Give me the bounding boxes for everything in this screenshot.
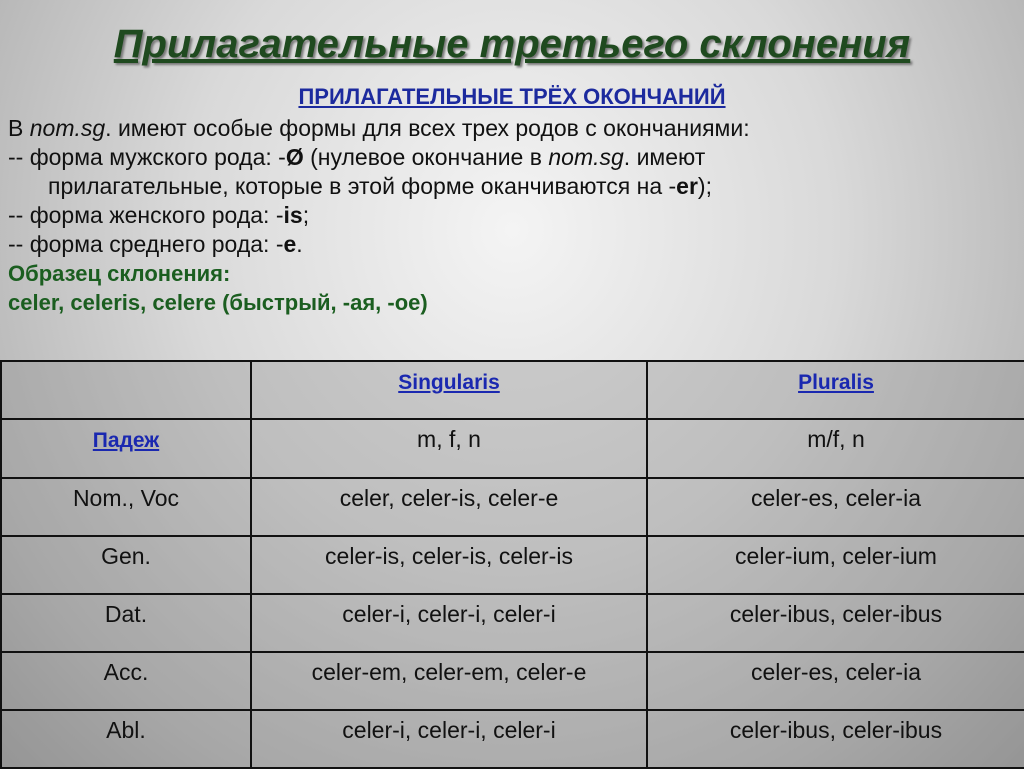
gender-plural-cell: m/f, n bbox=[647, 419, 1024, 478]
table-row bbox=[1, 536, 1024, 594]
case-header-cell bbox=[1, 419, 251, 478]
plural-cell: celer-es, celer-ia bbox=[647, 478, 1024, 536]
header-row bbox=[1, 361, 1024, 419]
sample-text: celer, celeris, celere (быстрый, -ая, -ое) bbox=[8, 290, 428, 315]
empty-header-cell bbox=[1, 361, 251, 419]
header-plural-cell bbox=[647, 361, 1024, 419]
sample-label: Образец склонения: bbox=[8, 261, 231, 286]
singularis-link[interactable]: Singularis bbox=[398, 371, 500, 394]
table-row bbox=[1, 652, 1024, 710]
table-row bbox=[1, 478, 1024, 536]
case-name-cell: Nom., Voc bbox=[1, 478, 251, 536]
plural-cell: celer-ibus, celer-ibus bbox=[647, 710, 1024, 768]
plural-cell: celer-ibus, celer-ibus bbox=[647, 594, 1024, 652]
singular-cell: celer-is, celer-is, celer-is bbox=[251, 536, 647, 594]
table-row bbox=[1, 710, 1024, 768]
case-name-cell: Acc. bbox=[1, 652, 251, 710]
singular-cell: celer-i, celer-i, celer-i bbox=[251, 594, 647, 652]
slide-title: Прилагательные третьего склонения bbox=[113, 22, 911, 66]
neuter-line: -- форма среднего рода: -e. bbox=[8, 231, 303, 257]
masculine-line-cont: прилагательные, которые в этой форме оканчиваются на -er); bbox=[48, 173, 712, 199]
feminine-line: -- форма женского рода: -is; bbox=[8, 202, 310, 228]
declension-table bbox=[0, 360, 1024, 769]
singular-cell: celer, celer-is, celer-e bbox=[251, 478, 647, 536]
case-name-cell: Abl. bbox=[1, 710, 251, 768]
singular-cell: celer-em, celer-em, celer-e bbox=[251, 652, 647, 710]
masculine-line: -- форма мужского рода: -Ø (нулевое окончание в nom.sg. имеют bbox=[8, 144, 706, 170]
singular-cell: celer-i, celer-i, celer-i bbox=[251, 710, 647, 768]
plural-cell: celer-es, celer-ia bbox=[647, 652, 1024, 710]
case-name-cell: Gen. bbox=[1, 536, 251, 594]
pluralis-link[interactable]: Pluralis bbox=[798, 371, 874, 394]
case-header-link[interactable]: Падеж bbox=[92, 429, 160, 452]
intro-text bbox=[8, 114, 1008, 317]
case-name-cell: Dat. bbox=[1, 594, 251, 652]
slide-subtitle: ПРИЛАГАТЕЛЬНЫЕ ТРЁХ ОКОНЧАНИЙ bbox=[298, 84, 726, 109]
intro-line-1: В nom.sg. имеют особые формы для всех трех родов с окончаниями: bbox=[8, 115, 750, 141]
plural-cell: celer-ium, celer-ium bbox=[647, 536, 1024, 594]
gender-row bbox=[1, 419, 1024, 478]
gender-singular-cell: m, f, n bbox=[251, 419, 647, 478]
table-row bbox=[1, 594, 1024, 652]
header-singular-cell bbox=[251, 361, 647, 419]
